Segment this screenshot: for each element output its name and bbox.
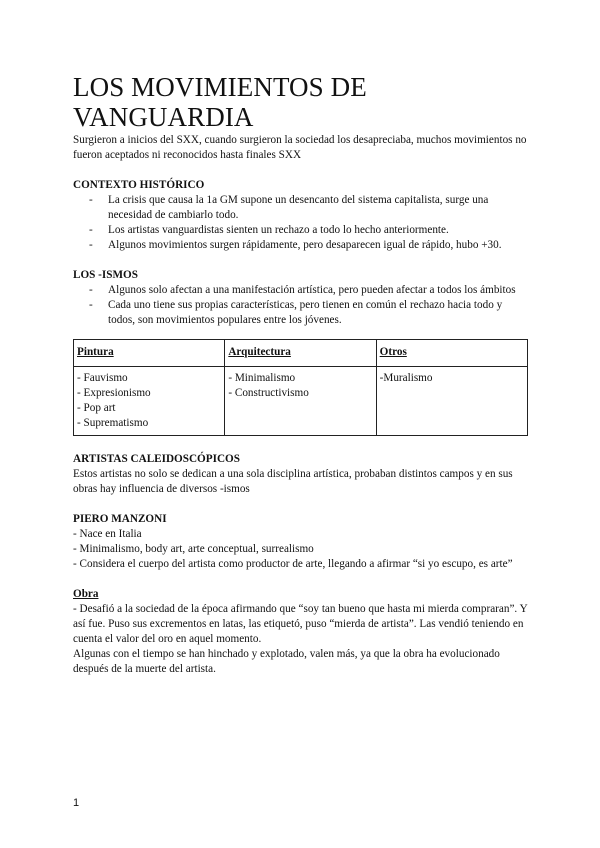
obra-paragraph-2: Algunas con el tiempo se han hinchado y explotado, valen más, ya que la obra ha evolucionado después de la muerte del artista. <box>73 648 500 675</box>
list-item: - Los artistas vanguardistas sienten un rechazo a todo lo hecho anteriormente. <box>89 224 449 236</box>
cell-item: - Expresionismo <box>77 387 151 399</box>
ismos-list <box>73 283 528 328</box>
heading-piero-manzoni: PIERO MANZONI <box>73 513 167 525</box>
table-header-row <box>74 340 528 367</box>
cell-item: - Minimalismo <box>228 372 296 384</box>
cell-item: - Suprematismo <box>77 417 149 429</box>
caleidoscopicos-paragraph: Estos artistas no solo se dedican a una sola disciplina artística, probaban distintos campos y en sus obras hay influencia de diversos -ismos <box>73 468 513 495</box>
table-header-pintura: Pintura <box>74 340 225 367</box>
manzoni-line: - Minimalismo, body art, arte conceptual, surrealismo <box>73 543 314 555</box>
document-page <box>73 72 528 677</box>
table-row <box>74 367 528 436</box>
table-cell-arquitectura <box>225 367 376 436</box>
list-item: - Algunos solo afectan a una manifestación artística, pero pueden afectar a todos los ámbitos <box>89 284 516 296</box>
list-item: - Cada uno tiene sus propias características, pero tienen en común el rechazo hacia todo y todos, son movimientos populares entre los jóvenes. <box>89 299 503 326</box>
list-item: - La crisis que causa la 1a GM supone un desencanto del sistema capitalista, surge una necesidad de cambiarlo todo. <box>89 194 489 221</box>
page-number: 1 <box>73 797 80 809</box>
manzoni-line: - Considera el cuerpo del artista como productor de arte, llegando a afirmar “si yo escupo, es arte” <box>73 558 513 570</box>
heading-los-ismos: LOS -ISMOS <box>73 269 138 281</box>
contexto-list <box>73 193 528 253</box>
table-cell-otros <box>376 367 527 436</box>
manzoni-line: - Nace en Italia <box>73 528 142 540</box>
cell-item: - Pop art <box>77 402 116 414</box>
table-header-otros: Otros <box>376 340 527 367</box>
cell-item: - Fauvismo <box>77 372 128 384</box>
cell-item: -Muralismo <box>379 372 433 384</box>
heading-contexto-historico: CONTEXTO HISTÓRICO <box>73 179 205 191</box>
heading-artistas-caleidoscopicos: ARTISTAS CALEIDOSCÓPICOS <box>73 453 240 465</box>
list-item: - Algunos movimientos surgen rápidamente, pero desaparecen igual de rápido, hubo +30. <box>89 239 502 251</box>
intro-paragraph: Surgieron a inicios del SXX, cuando surgieron la sociedad los desapreciaba, muchos movimientos no fueron aceptados ni reconocidos hasta finales SXX <box>73 134 527 161</box>
obra-paragraph: - Desafió a la sociedad de la época afirmando que “soy tan bueno que hasta mi mierda compraran”. Y así fue. Puso sus excrementos en latas, las etiquetó, puso “mierda de artista”. Las vendió teniendo en cuenta el valor del oro en aquel momento. <box>73 603 528 645</box>
heading-obra: Obra <box>73 588 99 600</box>
table-cell-pintura <box>74 367 225 436</box>
cell-item: - Constructivismo <box>228 387 309 399</box>
movements-table <box>73 339 528 436</box>
table-header-arquitectura: Arquitectura <box>225 340 376 367</box>
document-title: LOS MOVIMIENTOS DE VANGUARDIA <box>73 72 367 132</box>
